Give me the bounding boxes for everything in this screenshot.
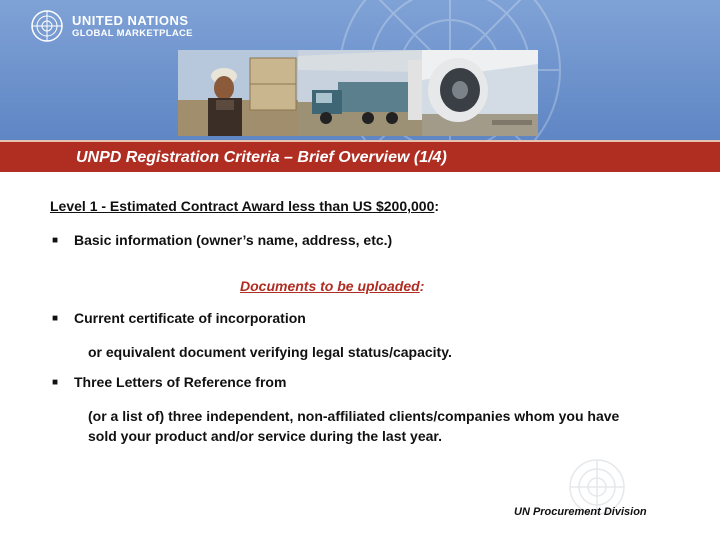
- documents-heading: [240, 278, 424, 294]
- bullet-text: Three Letters of Reference from: [74, 374, 287, 390]
- photo-man-with-boxes: [178, 50, 298, 136]
- footer-division: UN Procurement Division: [514, 506, 647, 518]
- square-bullet-icon: ■: [52, 235, 59, 246]
- references-continuation: (or a list of) three independent, non-affiliated clients/companies whom you have sold your product and/or service during the last year.: [88, 408, 620, 444]
- documents-label: Documents to be uploaded: [240, 278, 420, 294]
- logo-text: [72, 13, 193, 40]
- bullet-text: Basic information (owner’s name, address, etc.): [74, 232, 393, 248]
- level-heading: [50, 198, 439, 214]
- logo-line2: GLOBAL MARKETPLACE: [72, 27, 193, 39]
- photo-aircraft-engine: [422, 50, 538, 136]
- un-emblem-icon: [30, 9, 64, 43]
- bullet-item-basic-information: [52, 232, 392, 248]
- square-bullet-icon: ■: [52, 313, 59, 324]
- title-banner: [0, 140, 720, 172]
- certificate-continuation: or equivalent document verifying legal status/capacity.: [88, 344, 452, 360]
- page-title: UNPD Registration Criteria – Brief Overview (1/4): [76, 149, 447, 166]
- bullet-item-references: [52, 374, 286, 390]
- documents-suffix: :: [419, 278, 425, 294]
- logo-line1: UNITED NATIONS: [72, 12, 189, 28]
- un-global-marketplace-logo[interactable]: [30, 8, 210, 44]
- bullet-item-certificate: [52, 310, 306, 326]
- square-bullet-icon: ■: [52, 377, 59, 388]
- header-banner: [0, 0, 720, 140]
- bullet-text: Current certificate of incorporation: [74, 310, 306, 326]
- level-label: Level 1 - Estimated Contract Award less than US $200,000: [50, 198, 435, 214]
- level-suffix: :: [434, 198, 440, 214]
- photo-truck-loading: [298, 50, 422, 136]
